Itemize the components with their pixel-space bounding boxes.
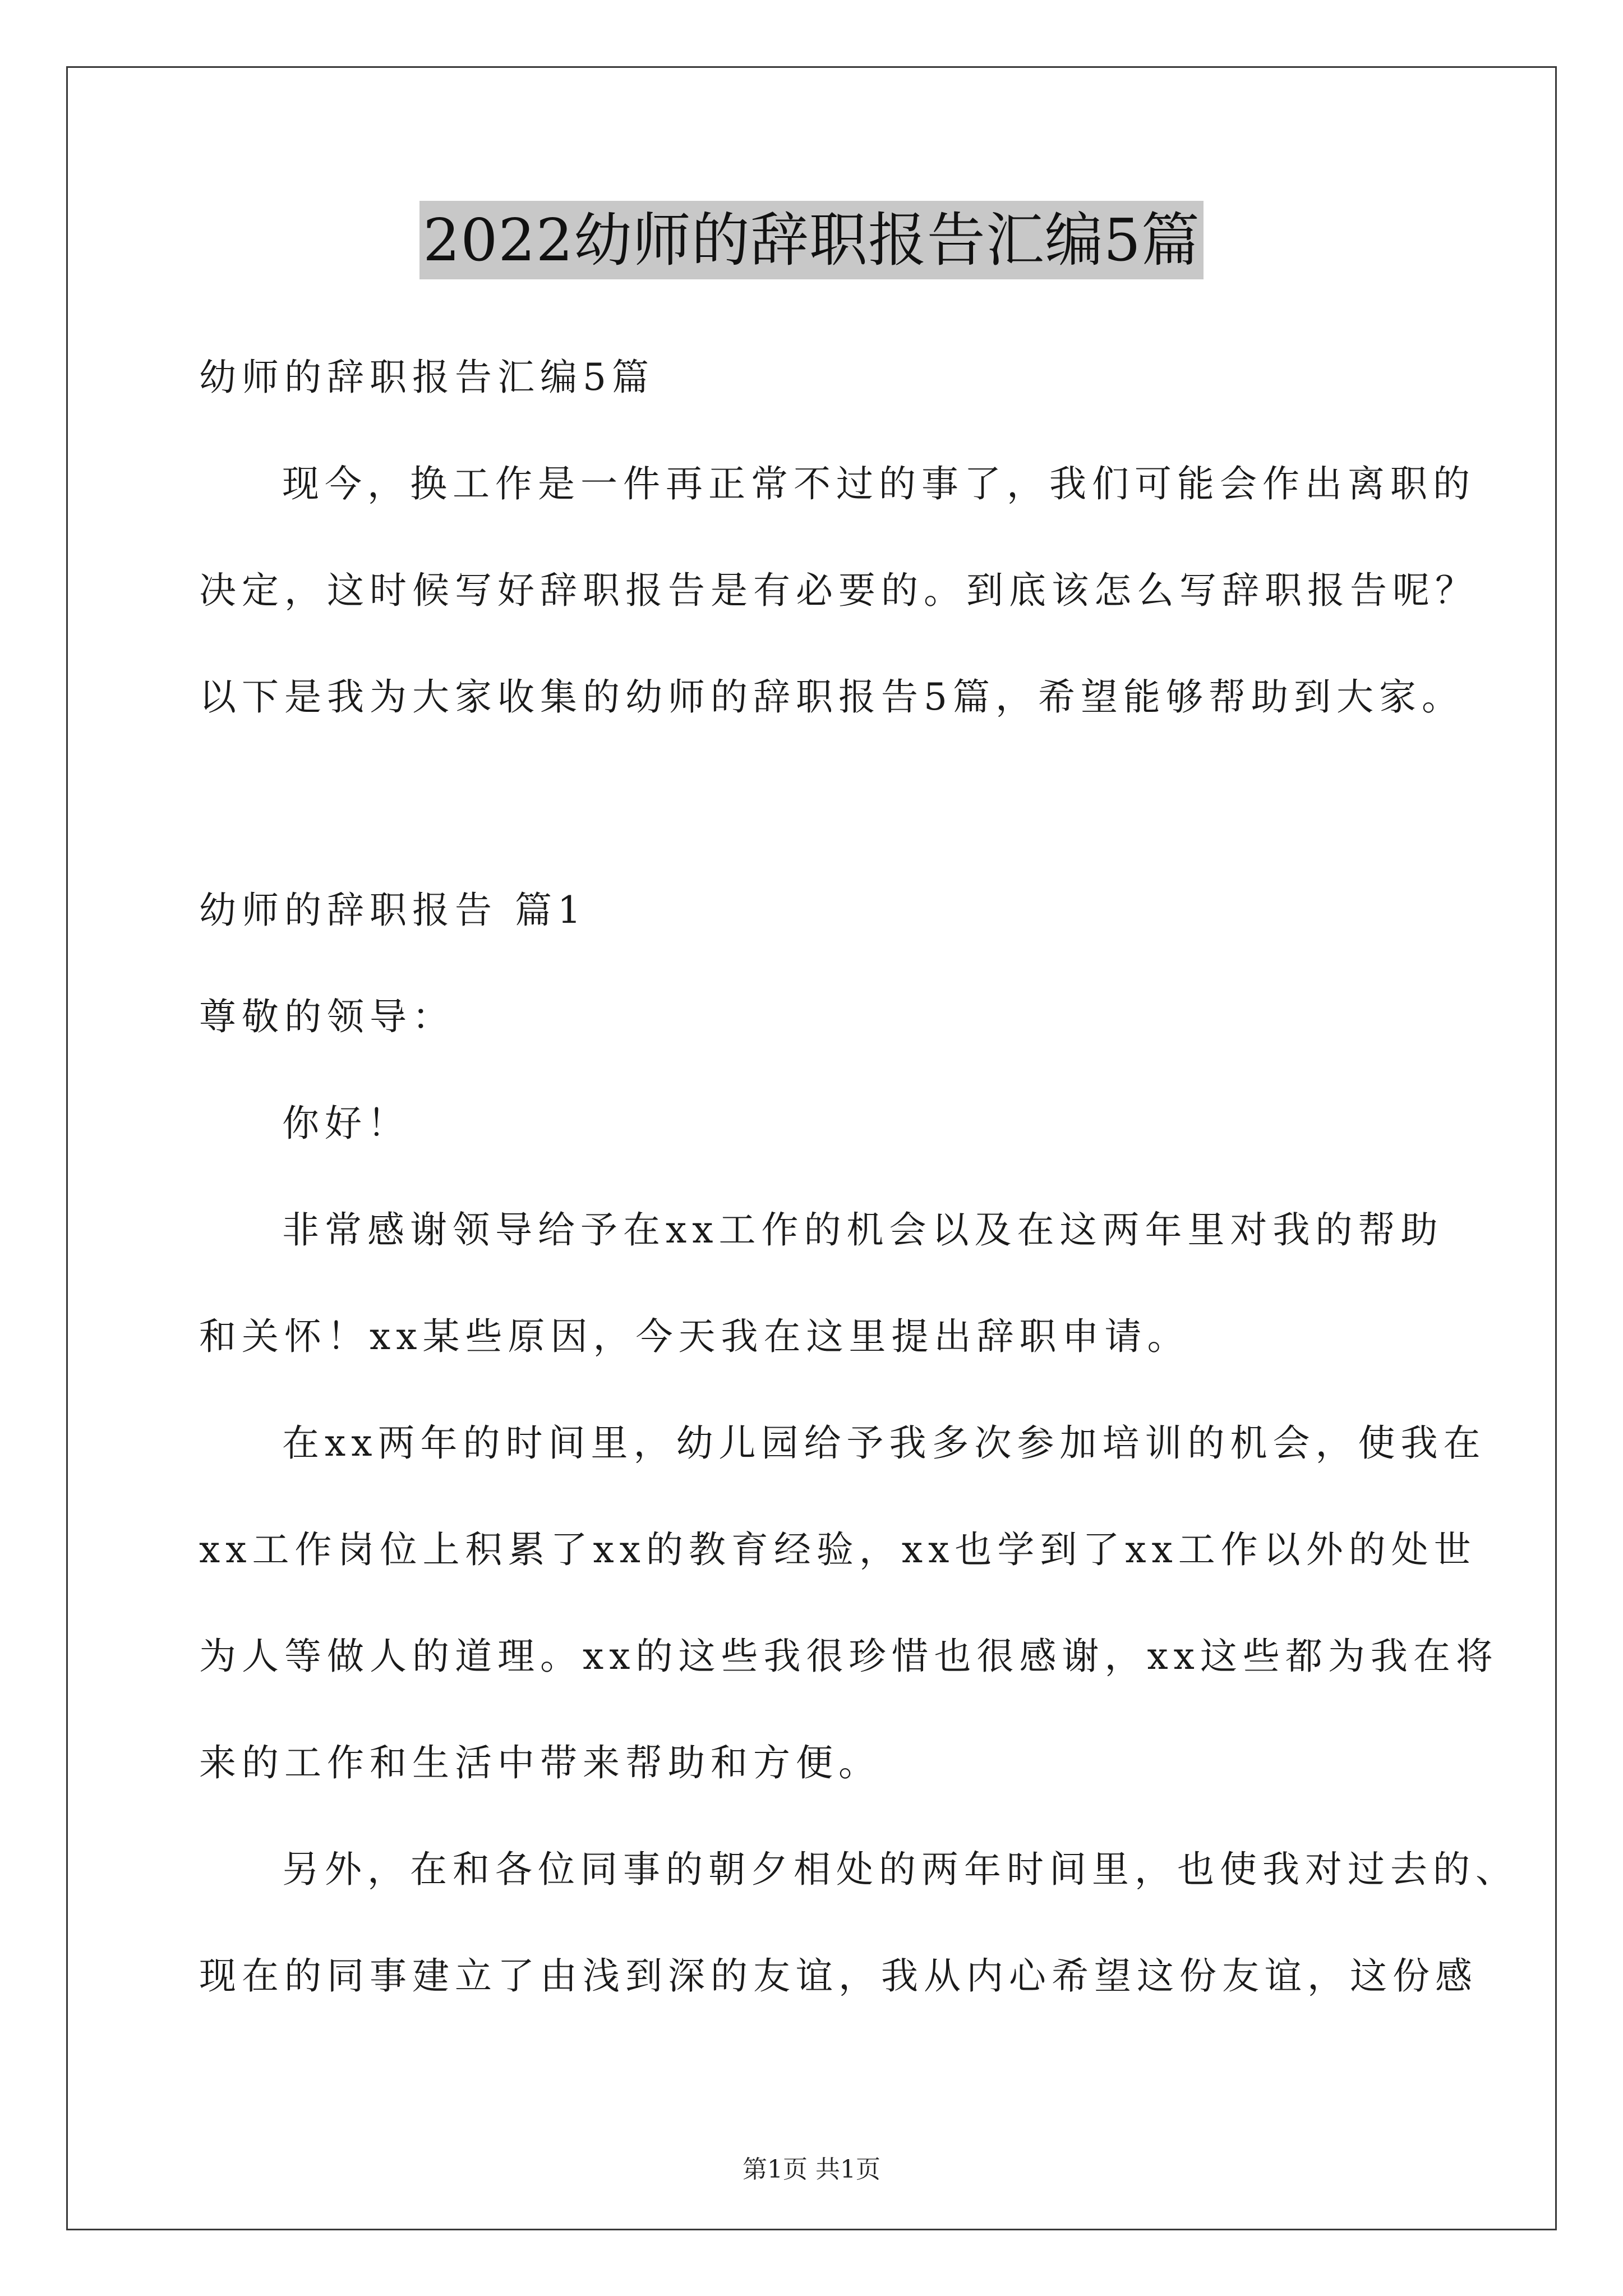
title-container xyxy=(0,201,1623,279)
body-line-2: 和关怀！xx某些原因，今天我在这里提出辞职申请。 xyxy=(199,1315,1190,1358)
document-subtitle: 幼师的辞职报告汇编5篇 xyxy=(199,356,654,399)
body-line-6: 来的工作和生活中带来帮助和方便。 xyxy=(199,1741,881,1784)
section-heading: 幼师的辞职报告 篇1 xyxy=(199,889,587,932)
body-line-8: 现在的同事建立了由浅到深的友谊，我从内心希望这份友谊，这份感 xyxy=(199,1954,1478,1998)
body-line-5: 为人等做人的道理。xx的这些我很珍惜也很感谢，xx这些都为我在将 xyxy=(199,1635,1498,1678)
body-line-4: xx工作岗位上积累了xx的教育经验，xx也学到了xx工作以外的处世 xyxy=(199,1528,1477,1571)
intro-line-2: 决定，这时候写好辞职报告是有必要的。到底该怎么写辞职报告呢？ xyxy=(199,569,1478,612)
intro-line-1: 现今，换工作是一件再正常不过的事了，我们可能会作出离职的 xyxy=(282,462,1476,505)
greeting: 你好！ xyxy=(282,1102,410,1145)
salutation: 尊敬的领导： xyxy=(199,995,455,1038)
document-title: 2022幼师的辞职报告汇编5篇 xyxy=(419,201,1204,279)
body-line-1: 非常感谢领导给予在xx工作的机会以及在这两年里对我的帮助 xyxy=(282,1208,1444,1251)
body-line-7: 另外，在和各位同事的朝夕相处的两年时间里，也使我对过去的、 xyxy=(282,1848,1518,1891)
page-footer: 第1页 共1页 xyxy=(743,2155,880,2184)
intro-line-3: 以下是我为大家收集的幼师的辞职报告5篇，希望能够帮助到大家。 xyxy=(199,675,1464,719)
body-line-3: 在xx两年的时间里，幼儿园给予我多次参加培训的机会，使我在 xyxy=(282,1421,1486,1465)
